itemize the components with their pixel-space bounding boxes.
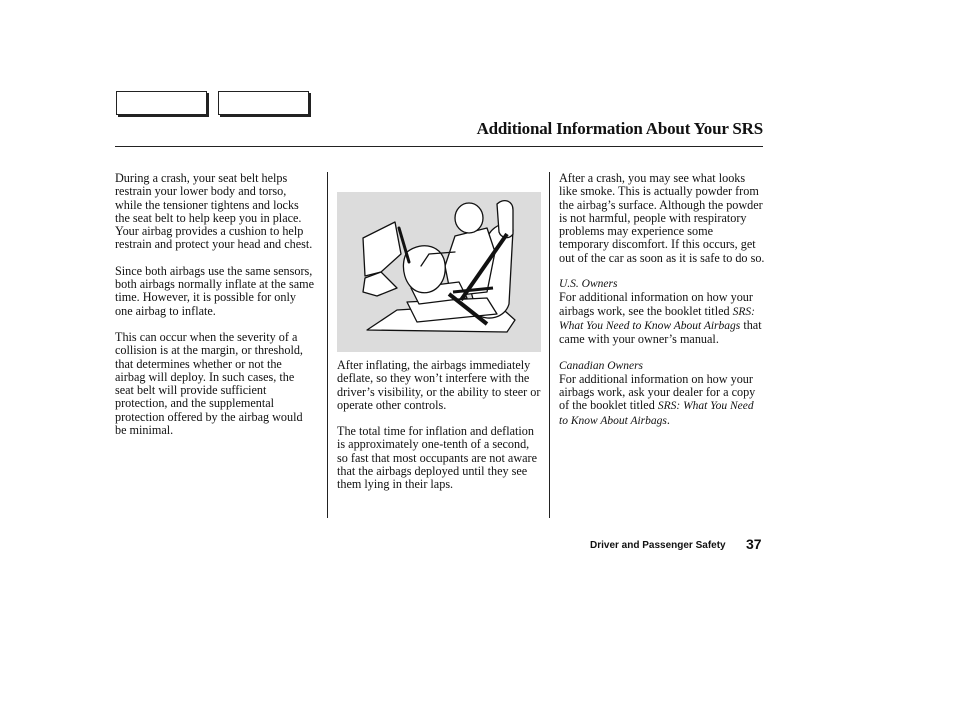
column-middle <box>337 359 543 505</box>
paragraph: The total time for inflation and deflation is approximately one-tenth of a second, so fast that most occupants are not aware that the airbags deployed until they see them lying in their laps. <box>337 424 538 492</box>
paragraph: After inflating, the airbags immediately deflate, so they won’t interfere with the driver’s visibility, or the ability to steer or operate other controls. <box>337 358 541 412</box>
nav-button-previous[interactable] <box>116 91 207 115</box>
page-number: 37 <box>746 536 762 552</box>
section-label: Driver and Passenger Safety <box>590 540 726 551</box>
column-right <box>559 172 765 441</box>
column-divider <box>327 172 328 518</box>
paragraph-text: . <box>666 412 670 427</box>
nav-button-next[interactable] <box>218 91 309 115</box>
page-title: Additional Information About Your SRS <box>476 119 763 138</box>
paragraph: During a crash, your seat belt helps restrain your lower body and torso, while the tensioner tightens and locks the seat belt to help keep you in place. Your airbag provides a cushion to help restrain and protect your head and chest. <box>115 171 313 252</box>
booklet-title: SRS: What You Need to Know About Airbags <box>559 400 754 427</box>
driver-airbag-icon <box>337 192 541 352</box>
us-owners-section <box>559 278 765 346</box>
column-divider <box>549 172 550 518</box>
paragraph-text: For additional information on how your airbags work, ask your dealer for a copy of the booklet titled <box>559 371 756 413</box>
booklet-title: SRS: What You Need to Know About Airbags <box>559 305 755 332</box>
paragraph: This can occur when the severity of a collision is at the margin, or threshold, that determines whether or not the airbag will deploy. In such cases, the seat belt will provide sufficient protection, and the supplemental protection offered by the airbag would be minimal. <box>115 329 303 438</box>
paragraph-text: that came with your owner’s manual. <box>559 317 762 347</box>
column-left <box>115 172 315 450</box>
airbag-deployment-illustration <box>337 192 541 352</box>
title-divider <box>115 146 763 147</box>
section-heading: Canadian Owners <box>559 359 644 372</box>
paragraph-text: For additional information on how your airbags work, see the booklet titled <box>559 290 753 318</box>
canadian-owners-section <box>559 360 765 428</box>
section-heading: U.S. Owners <box>559 278 618 291</box>
paragraph: Since both airbags use the same sensors, both airbags normally inflate at the same time. However, it is possible for only one airbag to inflate. <box>115 263 314 318</box>
paragraph: After a crash, you may see what looks like smoke. This is actually powder from the airbag’s surface. Although the powder is not harmful, people with respiratory problems may experience some temporary discomfort. If this occurs, get out of the car as soon as it is safe to do so. <box>559 171 765 265</box>
